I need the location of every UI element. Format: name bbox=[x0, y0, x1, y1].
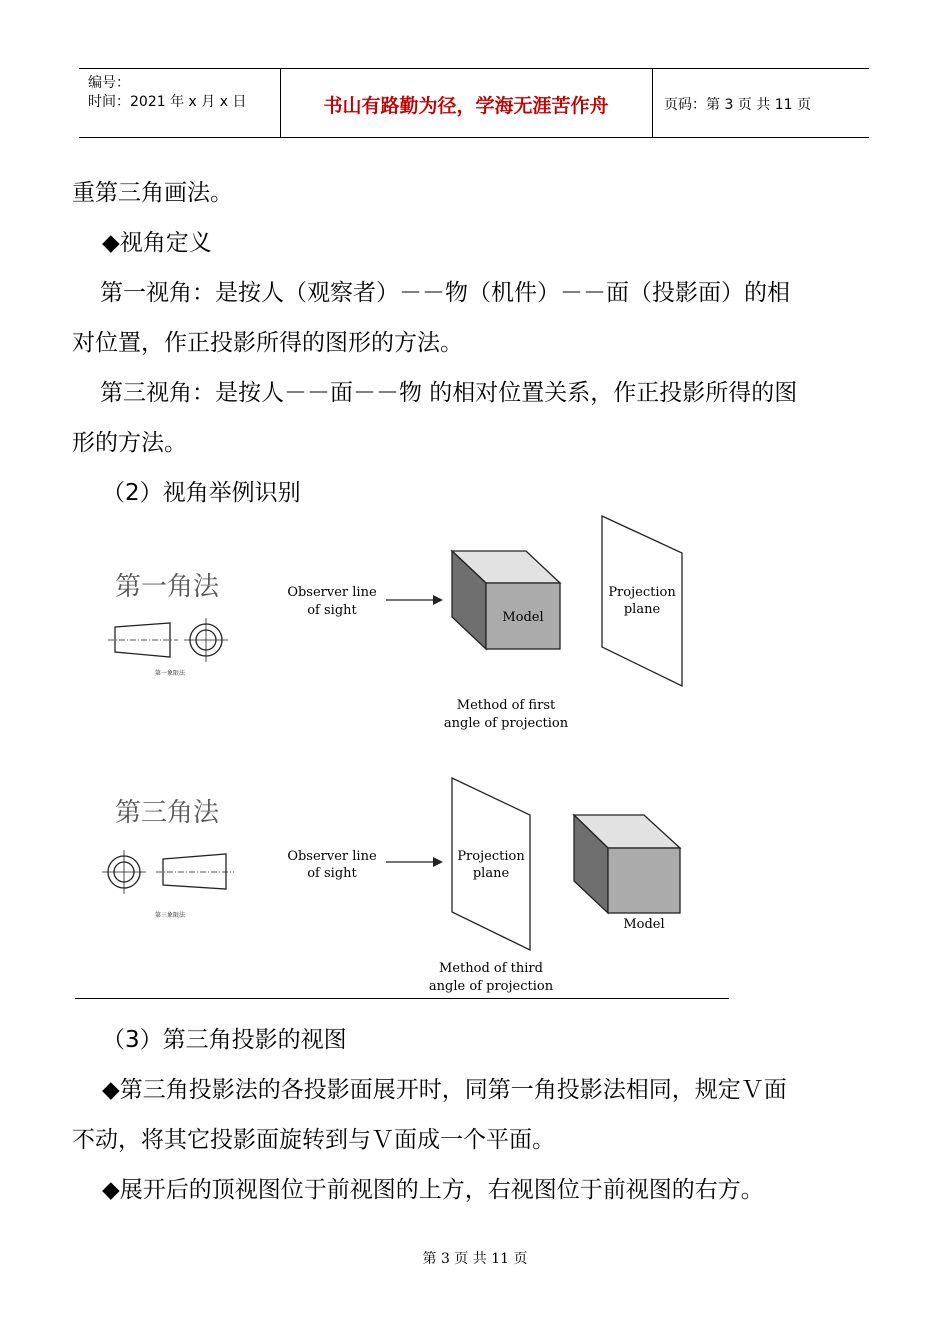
projection-diagram bbox=[100, 515, 720, 995]
third-plane-label: Projection bbox=[457, 849, 525, 864]
paragraph-line: ◆展开后的顶视图位于前视图的上方，右视图位于前视图的右方。 bbox=[102, 1177, 764, 1203]
header-motto: 书山有路勤为径，学海无涯苦作舟 bbox=[323, 95, 609, 117]
third-caption: Method of third bbox=[439, 961, 543, 976]
first-observer-text: of sight bbox=[307, 603, 357, 618]
first-plane-label: plane bbox=[623, 602, 661, 617]
paragraph-line: 不动，将其它投影面旋转到与Ｖ面成一个平面。 bbox=[72, 1127, 555, 1153]
header-meta bbox=[88, 74, 246, 112]
first-caption: angle of projection bbox=[443, 716, 569, 731]
paragraph-line: 第一视角：是按人（观察者）－－物（机件）－－面（投影面）的相 bbox=[100, 280, 790, 306]
page-footer: 第 3 页 共 11 页 bbox=[422, 1251, 528, 1267]
first-caption: Method of first bbox=[456, 698, 556, 713]
first-angle-small-caption: 第一象限法 bbox=[154, 670, 186, 677]
paragraph-line: ◆第三角投影法的各投影面展开时，同第一角投影法相同，规定Ｖ面 bbox=[102, 1077, 787, 1103]
third-angle-label: 第三角法 bbox=[115, 798, 220, 828]
number-label: 编号： bbox=[88, 75, 130, 91]
paragraph-line: 对位置，作正投影所得的图形的方法。 bbox=[72, 330, 463, 356]
header-divider bbox=[280, 69, 281, 137]
figure-bottom-rule bbox=[75, 998, 729, 999]
third-angle-small-caption: 第三象限法 bbox=[154, 912, 186, 919]
time-label: 时间：2021 年 x 月 x 日 bbox=[88, 94, 247, 110]
section-heading: （3）第三角投影的视图 bbox=[102, 1027, 347, 1053]
projection-figure bbox=[100, 515, 720, 995]
text-line: 重第三角画法。 bbox=[72, 180, 233, 206]
paragraph-line: 第三视角：是按人－－面－－物 的相对位置关系，作正投影所得的图 bbox=[100, 380, 798, 406]
third-model-label: Model bbox=[623, 917, 665, 932]
third-caption: angle of projection bbox=[428, 979, 554, 994]
first-model-label: Model bbox=[502, 610, 544, 625]
first-plane-label: Projection bbox=[608, 585, 676, 600]
third-observer-text: of sight bbox=[307, 866, 357, 881]
header-divider bbox=[652, 69, 653, 137]
third-observer-text: Observer line bbox=[287, 849, 377, 864]
page-header bbox=[79, 68, 869, 138]
paragraph-line: 形的方法。 bbox=[72, 430, 187, 456]
third-plane-label: plane bbox=[472, 866, 510, 881]
section-heading: ◆视角定义 bbox=[102, 230, 212, 256]
first-observer-text: Observer line bbox=[287, 585, 377, 600]
header-page-info: 页码：第 3 页 共 11 页 bbox=[664, 97, 811, 113]
section-heading: （2）视角举例识别 bbox=[102, 480, 301, 506]
first-angle-label: 第一角法 bbox=[115, 572, 220, 602]
